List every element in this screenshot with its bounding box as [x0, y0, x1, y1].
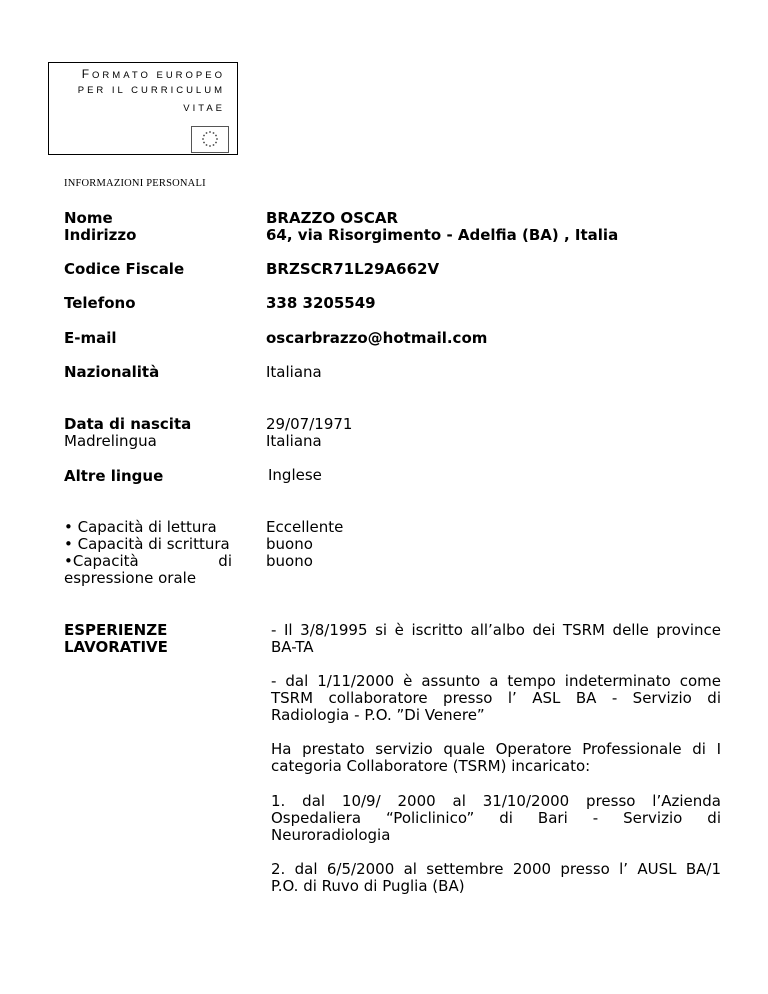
altre-lingue-value: Inglese — [268, 466, 322, 484]
esperienza-p1-line2: BA-TA — [271, 638, 314, 656]
indirizzo-value: 64, via Risorgimento - Adelfia (BA) , Italia — [266, 226, 619, 244]
altre-lingue-label: Altre lingue — [64, 467, 164, 485]
data-nascita-label: Data di nascita — [64, 415, 192, 433]
eu-flag-icon — [191, 126, 229, 153]
nome-value: BRAZZO OSCAR — [266, 209, 399, 227]
esperienze-label — [64, 622, 234, 656]
capacita-orale-label-c: espressione orale — [64, 569, 197, 587]
capacita-orale-label-b: di — [218, 552, 232, 570]
madrelingua-label: Madrelingua — [64, 432, 157, 450]
madrelingua-value: Italiana — [266, 432, 322, 450]
indirizzo-label: Indirizzo — [64, 226, 137, 244]
capacita-orale-label — [64, 553, 232, 570]
nazionalita-value: Italiana — [266, 363, 322, 381]
esperienza-p4-line1: 1. dal 10/9/ 2000 al 31/10/2000 presso l’Azienda — [271, 792, 721, 810]
capacita-scrittura-value: buono — [266, 535, 313, 553]
capacita-orale-value: buono — [266, 552, 313, 570]
esperienze-label-2: LAVORATIVE — [64, 638, 168, 656]
capacita-lettura-label: • Capacità di lettura — [64, 518, 217, 536]
esperienza-p2-line1: - dal 1/11/2000 è assunto a tempo indeterminato come — [271, 672, 721, 690]
email-label: E-mail — [64, 329, 117, 347]
capacita-orale-label-a: •Capacità — [64, 552, 139, 570]
header-line-1: FORMATO EUROPEO — [81, 67, 225, 81]
esperienza-p5-line2: P.O. di Ruvo di Puglia (BA) — [271, 877, 465, 895]
header-line-2: PER IL CURRICULUM — [77, 85, 225, 96]
esperienza-p1-line1: - Il 3/8/1995 si è iscritto all’albo dei TSRM delle province — [271, 621, 721, 639]
esperienza-p2-line2: TSRM collaboratore presso l’ ASL BA - Servizio di — [271, 689, 721, 707]
nazionalita-label: Nazionalità — [64, 363, 160, 381]
esperienza-p5-line1: 2. dal 6/5/2000 al settembre 2000 presso l’ AUSL BA/1 — [271, 860, 721, 878]
esperienze-label-1: ESPERIENZE — [64, 621, 168, 639]
header-line-3: VITAE — [183, 103, 225, 114]
data-nascita-value: 29/07/1971 — [266, 415, 353, 433]
esperienza-p4-line3: Neuroradiologia — [271, 826, 391, 844]
esperienza-p3-line2: categoria Collaboratore (TSRM) incaricato: — [271, 757, 591, 775]
capacita-scrittura-label: • Capacità di scrittura — [64, 535, 230, 553]
section-title-personal-info: INFORMAZIONI PERSONALI — [64, 178, 206, 189]
esperienza-p3-line1: Ha prestato servizio quale Operatore Professionale di I — [271, 740, 721, 758]
email-value: oscarbrazzo@hotmail.com — [266, 329, 488, 347]
codice-fiscale-value: BRZSCR71L29A662V — [266, 260, 440, 278]
esperienza-p2-line3: Radiologia - P.O. ”Di Venere” — [271, 706, 485, 724]
esperienza-p4-line2: Ospedaliera “Policlinico” di Bari - Servizio di — [271, 809, 721, 827]
telefono-value: 338 3205549 — [266, 294, 376, 312]
codice-fiscale-label: Codice Fiscale — [64, 260, 185, 278]
nome-label: Nome — [64, 209, 113, 227]
telefono-label: Telefono — [64, 294, 136, 312]
capacita-lettura-value: Eccellente — [266, 518, 344, 536]
